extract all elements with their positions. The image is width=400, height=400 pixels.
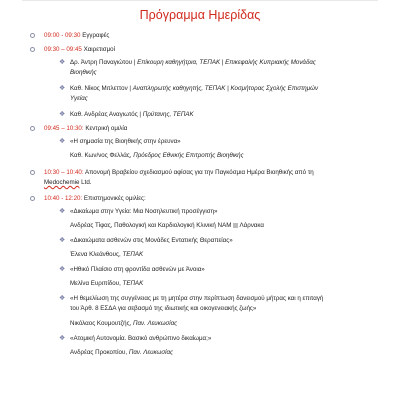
speaker-name: Νικόλαος Κουμουτζής, <box>70 320 132 327</box>
talk-title: «Ηθικό Πλαίσιο στη φροντίδα ασθενών με Άνοια» <box>70 266 205 273</box>
diamond-bullet-icon: ❖ <box>59 266 66 273</box>
speaker-affiliation: Παν. Λευκωσίας <box>128 349 174 356</box>
circle-bullet-icon <box>30 170 35 175</box>
diamond-bullet-icon: ❖ <box>59 111 66 118</box>
speaker-role-cont: Βιοηθικής <box>70 69 97 76</box>
session-time: 09:45 – 10:30: <box>44 125 84 132</box>
diamond-bullet-icon: ❖ <box>59 208 66 215</box>
session-time: 09:00 - 09:30 <box>44 32 81 39</box>
speaker-name: Δρ. Άντρη Παναγιώτου | <box>70 59 136 66</box>
page-title: Πρόγραμμα Ημερίδας <box>139 8 261 22</box>
speaker-affiliation: ΤΕΠΑΚ <box>122 280 144 287</box>
session-time: 10:30 – 10:40: <box>44 169 84 176</box>
speaker-name: Καθ. Ανδρέας Αναγιωτός | <box>70 111 142 118</box>
circle-bullet-icon <box>30 47 35 52</box>
diamond-bullet-icon: ❖ <box>59 85 66 92</box>
sponsor-name: Medochemie <box>44 179 80 186</box>
top-rule <box>22 0 378 1</box>
session-title: Κεντρική ομιλία <box>85 125 128 132</box>
diamond-bullet-icon: ❖ <box>59 237 66 244</box>
session-time: 10:40 - 12:20: <box>44 195 83 202</box>
session-title: Εγγραφές <box>82 32 110 39</box>
speaker-affiliation: ΤΕΠΑΚ <box>122 251 144 258</box>
talk-title-cont: του Άρθ. 8 ΕΣΔΑ για σεβασμό της ιδιωτικής και οικογενειακής ζωής» <box>70 305 257 312</box>
talk-title: «Ατομική Αυτονομία. Βασικό ανθρώπινο δικαίωμα;» <box>70 335 212 342</box>
speaker-role: Επίκουρη καθηγήτρια, ΤΕΠΑΚ | Επικεφαλής Κυπριακής Μονάδας <box>137 59 316 66</box>
speaker-name: Έλενα Κλεάνθους, <box>70 251 121 258</box>
session-title: Επιστημονικές ομιλίες: <box>83 195 146 202</box>
talk-title: «Δικαιώματα ασθενών στις Μονάδες Εντατικής Θεραπείας» <box>70 237 233 244</box>
diamond-bullet-icon: ❖ <box>59 335 66 342</box>
speaker-role-cont: Υγείας <box>70 95 88 102</box>
diamond-bullet-icon: ❖ <box>59 59 66 66</box>
speaker-role: Αναπληρωτής καθηγητής, ΤΕΠΑΚ | Κοσμήτορας Σχολής Επιστημών <box>132 85 319 92</box>
speaker-name: Καθ. Νίκος Μιτλεττον | <box>70 85 131 92</box>
speaker-role: Πρύτανης, ΤΕΠΑΚ <box>142 111 194 118</box>
diamond-bullet-icon: ❖ <box>59 138 66 145</box>
diamond-bullet-icon: ❖ <box>59 295 66 302</box>
talk-title: «Η σημασία της Βιοηθικής στην έρευνα» <box>70 138 181 145</box>
speaker-affiliation: Πρόεδρος Εθνικής Επιτροπής Βιοηθικής <box>133 152 244 159</box>
square-glyph-icon <box>233 223 238 228</box>
speaker-name: Ανδρέας Προκοπίου, <box>70 349 128 356</box>
session-title-cont: Ltd. <box>81 179 92 186</box>
circle-bullet-icon <box>30 33 35 38</box>
session-time: 09:30 – 09:45 <box>44 46 82 53</box>
speaker-name: Μελίνα Ευριπίδου, <box>70 280 121 287</box>
speaker-location: Λάρνακα <box>239 222 264 229</box>
session-title: Απονομή Βραβείου σχεδιασμού αφίσας για την Παγκόσμια Ημέρα Βιοηθικής από τη <box>84 169 314 176</box>
speaker-name: Καθ. Κων/νος Φελλάς, <box>70 152 132 159</box>
circle-bullet-icon <box>30 126 35 131</box>
speaker-name: Ανδρέας Τίφας, Παθολογική και Καρδιολογική Κλινική ΝΑΜ <box>70 222 232 229</box>
speaker-affiliation: Παν. Λευκωσίας <box>133 320 178 327</box>
session-title: Χαιρετισμοί <box>83 46 115 53</box>
talk-title: «Δικαίωμα στην Υγεία: Μια Νοσηλευτική προσέγγιση» <box>70 208 218 215</box>
talk-title: «Η θεμελίωση της συγγένειας με τη μητέρα στην περίπτωση δανεισμού μήτρας και η επιταγή <box>70 295 324 302</box>
circle-bullet-icon <box>30 196 35 201</box>
